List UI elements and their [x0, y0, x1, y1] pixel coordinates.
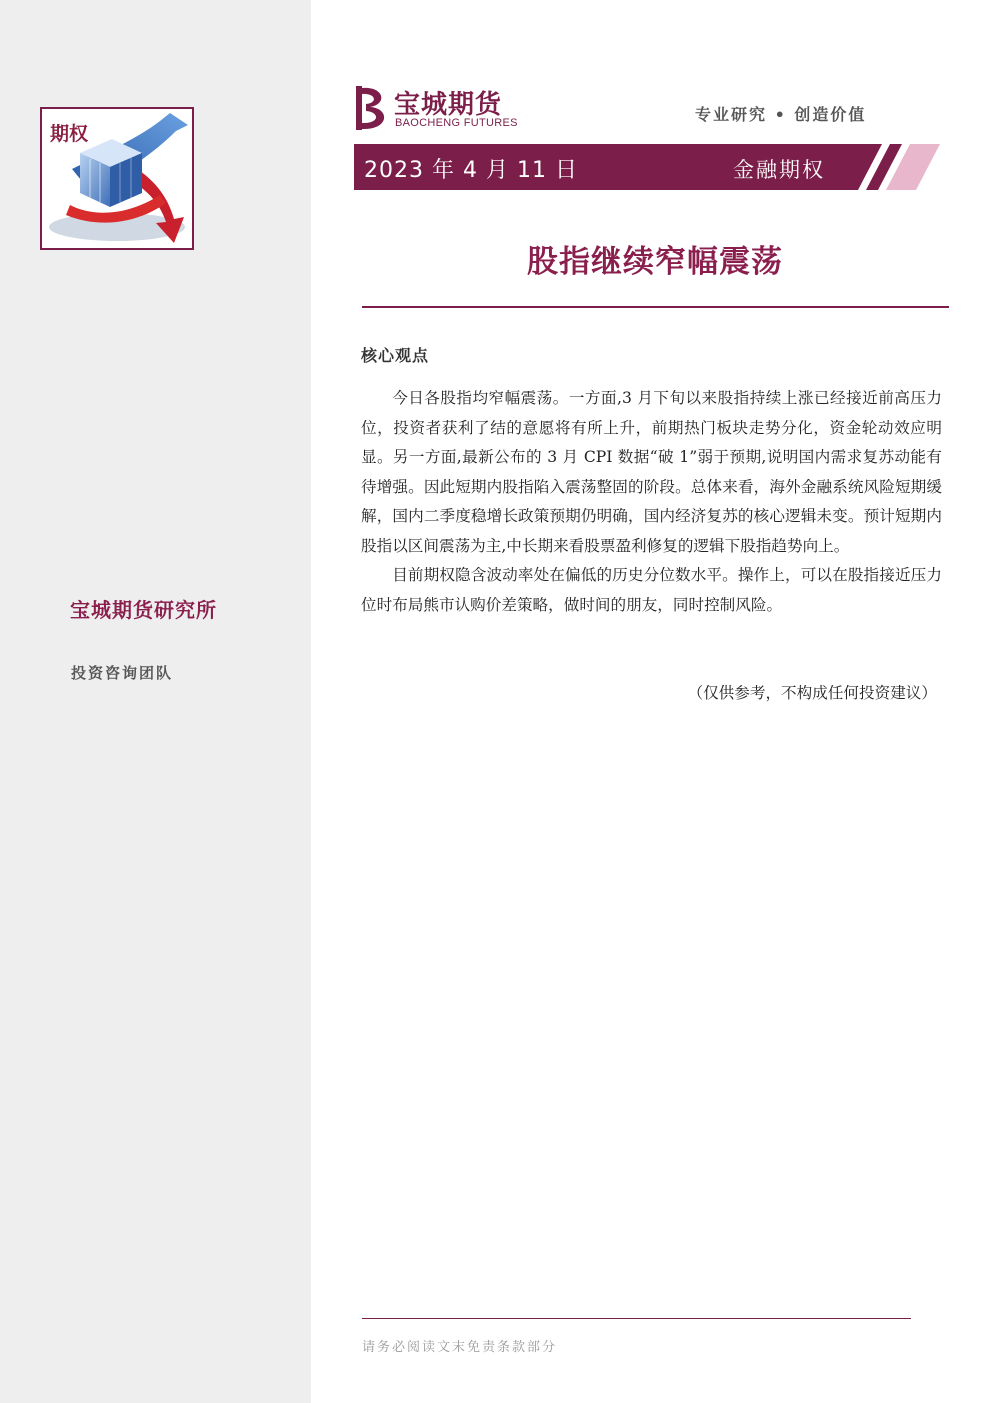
team-name: 投资咨询团队: [71, 664, 174, 682]
report-date: 2023 年 4 月 11 日: [364, 158, 578, 183]
body-paragraph: 今日各股指均窄幅震荡。一方面,3 月下旬以来股指持续上涨已经接近前高压力位，投资者获利了结的意愿将有所上升，前期热门板块走势分化，资金轮动效应明显。另一方面,最新公布的 3 月 CPI 数据“破 1”弱于预期,说明国内需求复苏动能有待增强。因此短期内股指陷入震荡整固的阶段。总体来看，海外金融系统风险短期缓解，国内二季度稳增长政策预期仍明确，国内经济复苏的核心逻辑未变。预计短期内股指以区间震荡为主,中长期来看股票盈利修复的逻辑下股指趋势向上。: [361, 389, 942, 555]
company-logo: [354, 84, 524, 132]
baocheng-logo-icon: [354, 84, 392, 132]
logo-english-name: BAOCHENG FUTURES: [395, 117, 518, 129]
sidebar: [0, 0, 311, 1403]
institute-name: 宝城期货研究所: [70, 598, 217, 622]
logo-chinese-name: 宝城期货: [394, 90, 503, 120]
disclaimer: （仅供参考，不构成任何投资建议）: [687, 684, 937, 702]
report-title: 股指继续窄幅震荡: [527, 244, 783, 280]
cover-image: [40, 107, 194, 250]
footer-note: 请务必阅读文末免责条款部分: [362, 1340, 558, 1355]
report-body: [361, 384, 942, 620]
body-paragraph: 目前期权隐含波动率处在偏低的历史分位数水平。操作上，可以在股指接近压力位时布局熊市认购价差策略，做时间的朋友，同时控制风险。: [361, 566, 942, 614]
report-category: 金融期权: [733, 158, 825, 182]
section-heading: 核心观点: [361, 346, 430, 365]
slogan: 专业研究 • 创造价值: [695, 105, 867, 124]
title-divider: [362, 306, 949, 308]
footer-divider: [362, 1318, 911, 1319]
cover-label: 期权: [50, 123, 89, 145]
